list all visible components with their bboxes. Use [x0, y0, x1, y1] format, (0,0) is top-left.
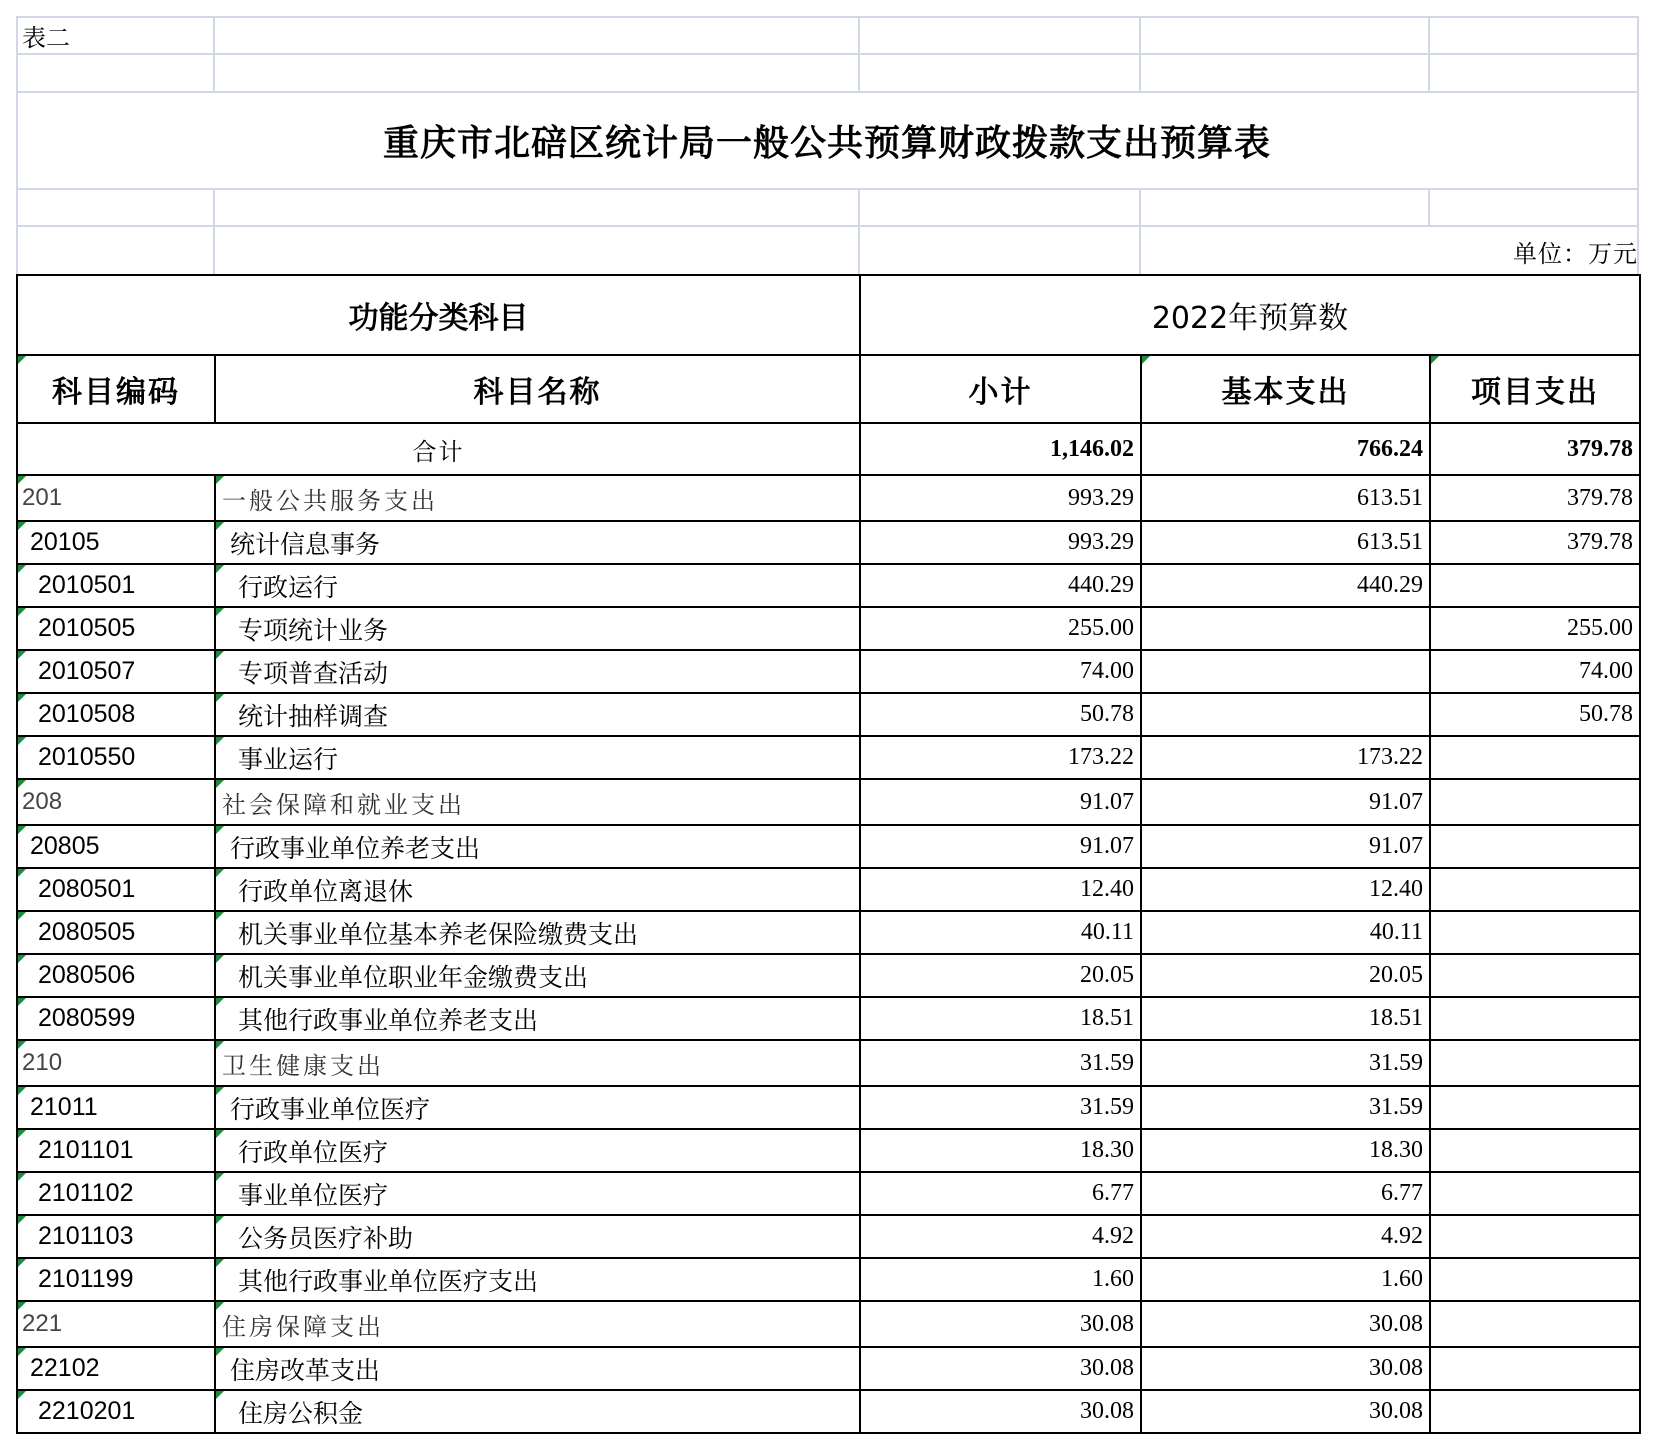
row-subtotal: 18.30: [860, 1129, 1141, 1172]
row-name: 其他行政事业单位医疗支出: [215, 1258, 860, 1301]
row-project: [1430, 1172, 1640, 1215]
row-basic: 30.08: [1141, 1390, 1430, 1433]
row-name: 卫生健康支出: [215, 1040, 860, 1086]
header-row-columns: [17, 355, 1640, 423]
row-code: 22102: [17, 1347, 215, 1390]
header-subtotal: 小计: [860, 355, 1141, 423]
gridline: [16, 188, 1638, 190]
row-name: 社会保障和就业支出: [215, 779, 860, 825]
row-name: 专项普查活动: [215, 650, 860, 693]
header-code: 科目编码: [17, 355, 215, 423]
row-basic: [1141, 607, 1430, 650]
row-code: 2101102: [17, 1172, 215, 1215]
table-row: [17, 1258, 1640, 1301]
row-subtotal: 255.00: [860, 607, 1141, 650]
row-subtotal: 6.77: [860, 1172, 1141, 1215]
row-subtotal: 91.07: [860, 825, 1141, 868]
row-subtotal: 50.78: [860, 693, 1141, 736]
row-code: 201: [17, 475, 215, 521]
row-basic: 91.07: [1141, 779, 1430, 825]
row-code: 2080501: [17, 868, 215, 911]
row-name: 机关事业单位基本养老保险缴费支出: [215, 911, 860, 954]
row-code: 2080506: [17, 954, 215, 997]
table-row: [17, 607, 1640, 650]
row-project: [1430, 1301, 1640, 1347]
row-name: 住房保障支出: [215, 1301, 860, 1347]
row-project: [1430, 1040, 1640, 1086]
row-subtotal: 40.11: [860, 911, 1141, 954]
budget-table: [16, 274, 1641, 1434]
unit-label: 单位：万元: [1513, 240, 1638, 268]
row-project: [1430, 825, 1640, 868]
table-row: [17, 564, 1640, 607]
table-row: [17, 1347, 1640, 1390]
row-basic: 91.07: [1141, 825, 1430, 868]
gridline: [213, 188, 215, 274]
row-basic: [1141, 650, 1430, 693]
row-code: 208: [17, 779, 215, 825]
gridline: [213, 16, 215, 92]
row-code: 20105: [17, 521, 215, 564]
row-project: [1430, 1258, 1640, 1301]
row-subtotal: 30.08: [860, 1301, 1141, 1347]
row-project: [1430, 779, 1640, 825]
table-row: [17, 954, 1640, 997]
row-code: 2101101: [17, 1129, 215, 1172]
row-code: 2101103: [17, 1215, 215, 1258]
row-subtotal: 31.59: [860, 1086, 1141, 1129]
table-row: [17, 911, 1640, 954]
row-code: 2010508: [17, 693, 215, 736]
row-subtotal: 440.29: [860, 564, 1141, 607]
row-project: [1430, 1347, 1640, 1390]
row-name: 机关事业单位职业年金缴费支出: [215, 954, 860, 997]
gridline: [16, 16, 1638, 18]
row-subtotal: 74.00: [860, 650, 1141, 693]
row-name: 其他行政事业单位养老支出: [215, 997, 860, 1040]
row-code: 2010550: [17, 736, 215, 779]
row-project: [1430, 1129, 1640, 1172]
row-subtotal: 18.51: [860, 997, 1141, 1040]
row-code: 2010505: [17, 607, 215, 650]
row-project: 50.78: [1430, 693, 1640, 736]
table-row: [17, 1390, 1640, 1433]
row-project: 379.78: [1430, 521, 1640, 564]
total-basic: 766.24: [1141, 423, 1430, 475]
total-row: [17, 423, 1640, 475]
row-basic: 173.22: [1141, 736, 1430, 779]
page-title: 重庆市北碚区统计局一般公共预算财政拨款支出预算表: [382, 121, 1271, 164]
row-basic: 613.51: [1141, 475, 1430, 521]
table-row: [17, 868, 1640, 911]
table-row: [17, 779, 1640, 825]
row-code: 2080599: [17, 997, 215, 1040]
row-name: 专项统计业务: [215, 607, 860, 650]
row-basic: 613.51: [1141, 521, 1430, 564]
row-basic: 40.11: [1141, 911, 1430, 954]
row-name: 住房改革支出: [215, 1347, 860, 1390]
table-row: [17, 997, 1640, 1040]
row-code: 2080505: [17, 911, 215, 954]
row-subtotal: 173.22: [860, 736, 1141, 779]
row-subtotal: 91.07: [860, 779, 1141, 825]
table-row: [17, 736, 1640, 779]
row-subtotal: 31.59: [860, 1040, 1141, 1086]
table-row: [17, 1040, 1640, 1086]
row-basic: 18.30: [1141, 1129, 1430, 1172]
row-project: [1430, 911, 1640, 954]
table-row: [17, 475, 1640, 521]
row-project: [1430, 1390, 1640, 1433]
row-basic: 31.59: [1141, 1086, 1430, 1129]
row-name: 一般公共服务支出: [215, 475, 860, 521]
row-code: 21011: [17, 1086, 215, 1129]
table-row: [17, 1172, 1640, 1215]
row-subtotal: 12.40: [860, 868, 1141, 911]
row-code: 2010507: [17, 650, 215, 693]
total-project: 379.78: [1430, 423, 1640, 475]
row-project: [1430, 1215, 1640, 1258]
row-subtotal: 993.29: [860, 521, 1141, 564]
row-basic: 1.60: [1141, 1258, 1430, 1301]
row-code: 221: [17, 1301, 215, 1347]
table-row: [17, 1086, 1640, 1129]
row-project: [1430, 1086, 1640, 1129]
gridline: [16, 53, 1638, 55]
row-subtotal: 993.29: [860, 475, 1141, 521]
table-row: [17, 693, 1640, 736]
header-budget-group: 2022年预算数: [860, 275, 1640, 355]
row-project: 379.78: [1430, 475, 1640, 521]
table-row: [17, 825, 1640, 868]
row-basic: 30.08: [1141, 1301, 1430, 1347]
gridline: [1428, 188, 1430, 226]
gridline: [1139, 188, 1141, 274]
row-subtotal: 30.08: [860, 1347, 1141, 1390]
header-category-group: 功能分类科目: [17, 275, 860, 355]
header-project: 项目支出: [1430, 355, 1640, 423]
row-name: 事业运行: [215, 736, 860, 779]
row-subtotal: 20.05: [860, 954, 1141, 997]
row-name: 行政单位离退休: [215, 868, 860, 911]
header-basic: 基本支出: [1141, 355, 1430, 423]
row-project: 74.00: [1430, 650, 1640, 693]
header-name: 科目名称: [215, 355, 860, 423]
row-project: [1430, 997, 1640, 1040]
row-code: 2210201: [17, 1390, 215, 1433]
gridline: [858, 188, 860, 274]
header-row-group: [17, 275, 1640, 355]
row-name: 行政单位医疗: [215, 1129, 860, 1172]
row-name: 住房公积金: [215, 1390, 860, 1433]
row-project: [1430, 564, 1640, 607]
row-name: 行政事业单位养老支出: [215, 825, 860, 868]
row-project: [1430, 736, 1640, 779]
row-code: 210: [17, 1040, 215, 1086]
row-name: 事业单位医疗: [215, 1172, 860, 1215]
row-code: 20805: [17, 825, 215, 868]
row-name: 统计抽样调查: [215, 693, 860, 736]
row-name: 行政事业单位医疗: [215, 1086, 860, 1129]
gridline: [1428, 16, 1430, 92]
row-basic: 6.77: [1141, 1172, 1430, 1215]
row-basic: 18.51: [1141, 997, 1430, 1040]
row-basic: 20.05: [1141, 954, 1430, 997]
row-subtotal: 4.92: [860, 1215, 1141, 1258]
row-name: 公务员医疗补助: [215, 1215, 860, 1258]
gridline: [16, 225, 1638, 227]
row-subtotal: 1.60: [860, 1258, 1141, 1301]
table-row: [17, 650, 1640, 693]
row-code: 2010501: [17, 564, 215, 607]
row-code: 2101199: [17, 1258, 215, 1301]
table-row: [17, 1129, 1640, 1172]
row-basic: 12.40: [1141, 868, 1430, 911]
total-label: 合计: [17, 423, 860, 475]
row-name: 统计信息事务: [215, 521, 860, 564]
row-project: 255.00: [1430, 607, 1640, 650]
total-subtotal: 1,146.02: [860, 423, 1141, 475]
table-row: [17, 521, 1640, 564]
row-subtotal: 30.08: [860, 1390, 1141, 1433]
table-row: [17, 1215, 1640, 1258]
row-basic: 30.08: [1141, 1347, 1430, 1390]
sheet-label: 表二: [22, 24, 70, 52]
gridline: [1139, 16, 1141, 92]
row-project: [1430, 868, 1640, 911]
gridline: [858, 16, 860, 92]
row-basic: 4.92: [1141, 1215, 1430, 1258]
row-name: 行政运行: [215, 564, 860, 607]
row-project: [1430, 954, 1640, 997]
row-basic: 440.29: [1141, 564, 1430, 607]
row-basic: [1141, 693, 1430, 736]
table-row: [17, 1301, 1640, 1347]
row-basic: 31.59: [1141, 1040, 1430, 1086]
